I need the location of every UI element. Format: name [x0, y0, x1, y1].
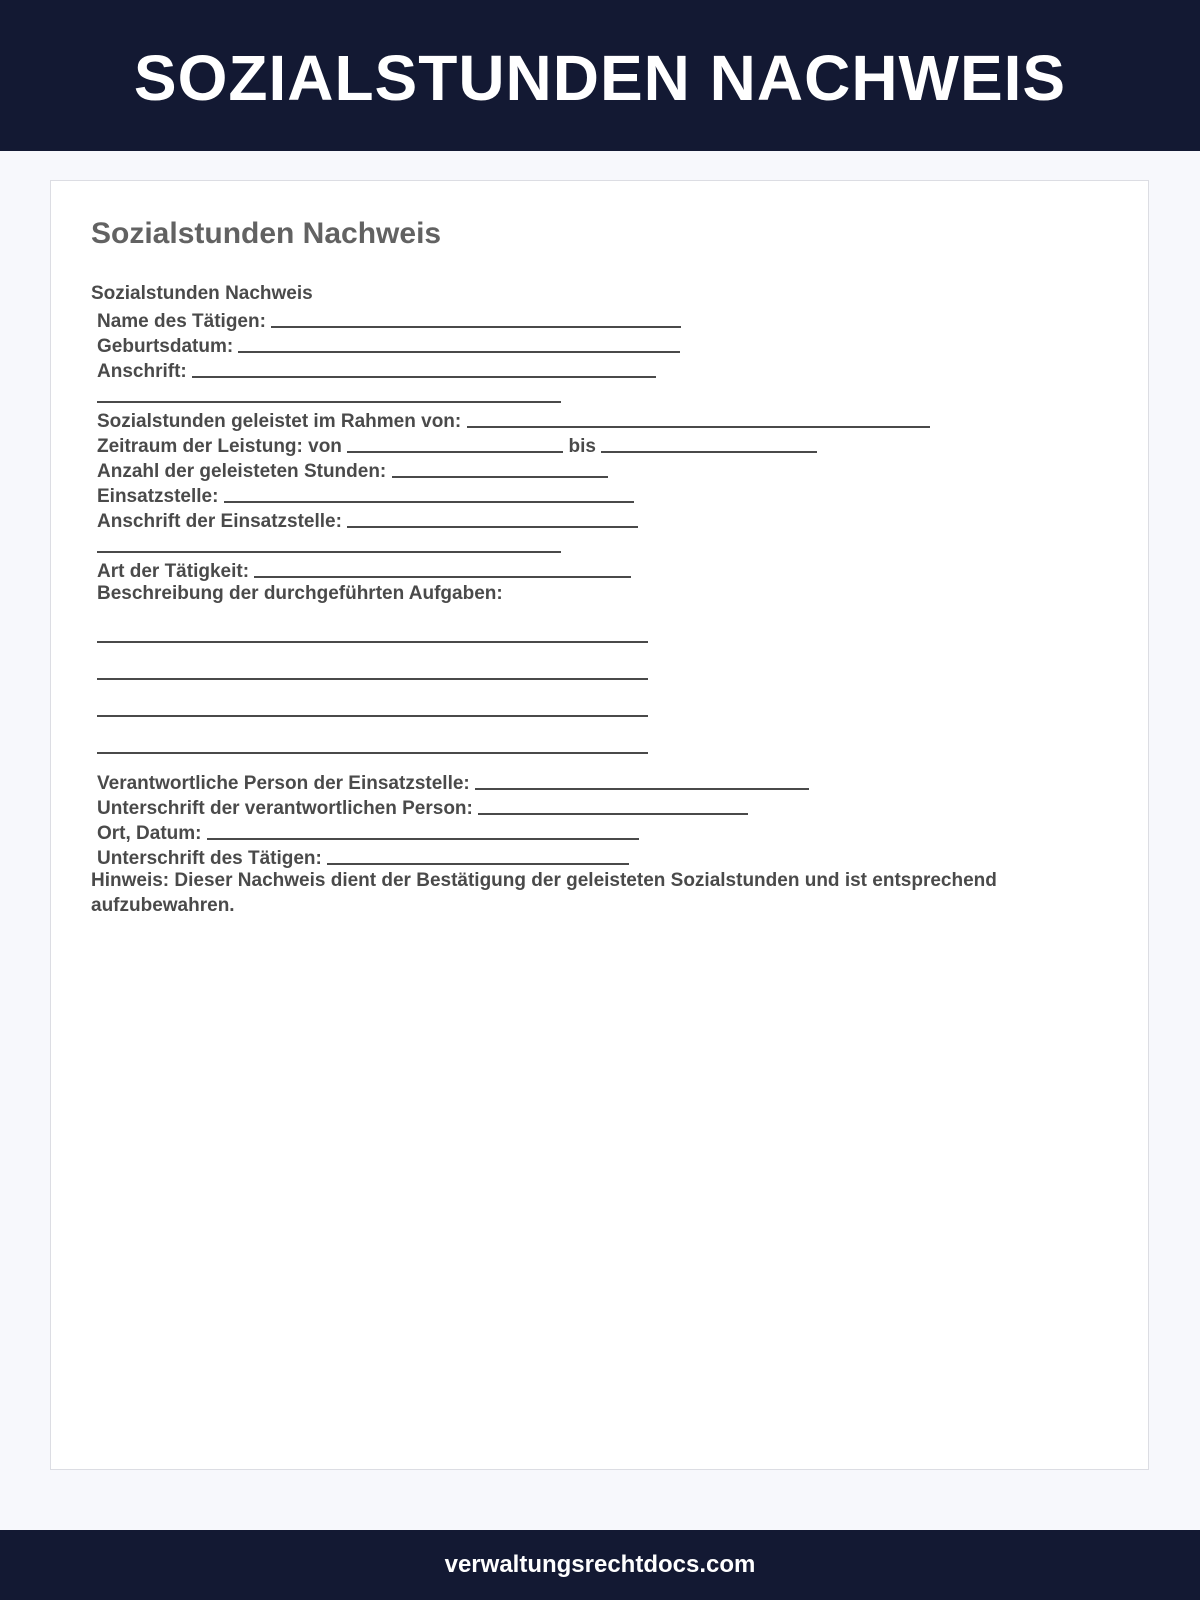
field-period-label: Zeitraum der Leistung: von [97, 436, 342, 457]
footer-site[interactable]: verwaltungsrechtdocs.com [444, 1551, 756, 1578]
field-place-date-label: Ort, Datum: [97, 823, 202, 844]
field-placement-blank[interactable] [224, 481, 634, 503]
field-name-blank[interactable] [271, 306, 681, 328]
form-subheading: Sozialstunden Nachweis [91, 283, 313, 304]
field-framework [91, 406, 1101, 431]
field-responsible-signature [91, 793, 1101, 818]
field-placement [91, 481, 1101, 506]
field-responsible-person-label: Verantwortliche Person der Einsatzstelle: [97, 773, 470, 794]
tasks-line-1 [91, 606, 1101, 643]
field-tasks-label: Beschreibung der durchgeführten Aufgaben: [97, 583, 503, 604]
field-birthdate-label: Geburtsdatum: [97, 336, 234, 357]
field-activity-type-blank[interactable] [254, 556, 631, 578]
field-activity-type-label: Art der Tätigkeit: [97, 561, 250, 582]
tasks-blank-4[interactable] [97, 752, 648, 754]
field-placement-label: Einsatzstelle: [97, 486, 219, 507]
field-birthdate [91, 331, 1101, 356]
field-address-label: Anschrift: [97, 361, 187, 382]
field-framework-blank[interactable] [467, 406, 930, 428]
tasks-line-4 [91, 717, 1101, 754]
field-worker-signature [91, 843, 1101, 868]
document-heading: Sozialstunden Nachweis [91, 217, 442, 250]
field-responsible-signature-blank[interactable] [478, 793, 748, 815]
spacer [91, 754, 1101, 768]
field-name-label: Name des Tätigen: [97, 311, 266, 332]
field-placement-address-label: Anschrift der Einsatzstelle: [97, 511, 342, 532]
field-address-blank[interactable] [192, 356, 656, 378]
tasks-line-3 [91, 680, 1101, 717]
field-period-from-blank[interactable] [347, 431, 563, 453]
document-card [50, 180, 1149, 1470]
field-hours-label: Anzahl der geleisteten Stunden: [97, 461, 387, 482]
field-placement-address-line-2 [91, 531, 1101, 556]
field-placement-address [91, 506, 1101, 531]
field-worker-signature-blank[interactable] [327, 843, 629, 865]
field-tasks [91, 581, 1101, 606]
field-period-until-label: bis [568, 436, 596, 457]
field-period [91, 431, 1101, 456]
document-note: Hinweis: Dieser Nachweis dient der Bestätigung der geleisteten Sozialstunden und ist entsprechend aufzubewahren. [91, 870, 997, 916]
field-placement-address-blank-2[interactable] [97, 531, 561, 553]
field-responsible-person [91, 768, 1101, 793]
form-content [91, 281, 1101, 918]
field-responsible-person-blank[interactable] [475, 768, 809, 790]
header-title: SOZIALSTUNDEN NACHWEIS [133, 41, 1067, 114]
page-footer [0, 1530, 1200, 1600]
field-worker-signature-label: Unterschrift des Tätigen: [97, 848, 322, 869]
field-framework-label: Sozialstunden geleistet im Rahmen von: [97, 411, 462, 432]
field-hours [91, 456, 1101, 481]
field-period-until-blank[interactable] [601, 431, 817, 453]
field-place-date [91, 818, 1101, 843]
tasks-line-2 [91, 643, 1101, 680]
field-activity-type [91, 556, 1101, 581]
field-place-date-blank[interactable] [207, 818, 639, 840]
field-address-blank-2[interactable] [97, 381, 561, 403]
field-placement-address-blank[interactable] [347, 506, 638, 528]
field-birthdate-blank[interactable] [238, 331, 680, 353]
field-responsible-signature-label: Unterschrift der verantwortlichen Person: [97, 798, 473, 819]
page-header [0, 0, 1200, 151]
field-address [91, 356, 1101, 381]
field-name [91, 306, 1101, 331]
field-hours-blank[interactable] [392, 456, 608, 478]
field-address-line-2 [91, 381, 1101, 406]
